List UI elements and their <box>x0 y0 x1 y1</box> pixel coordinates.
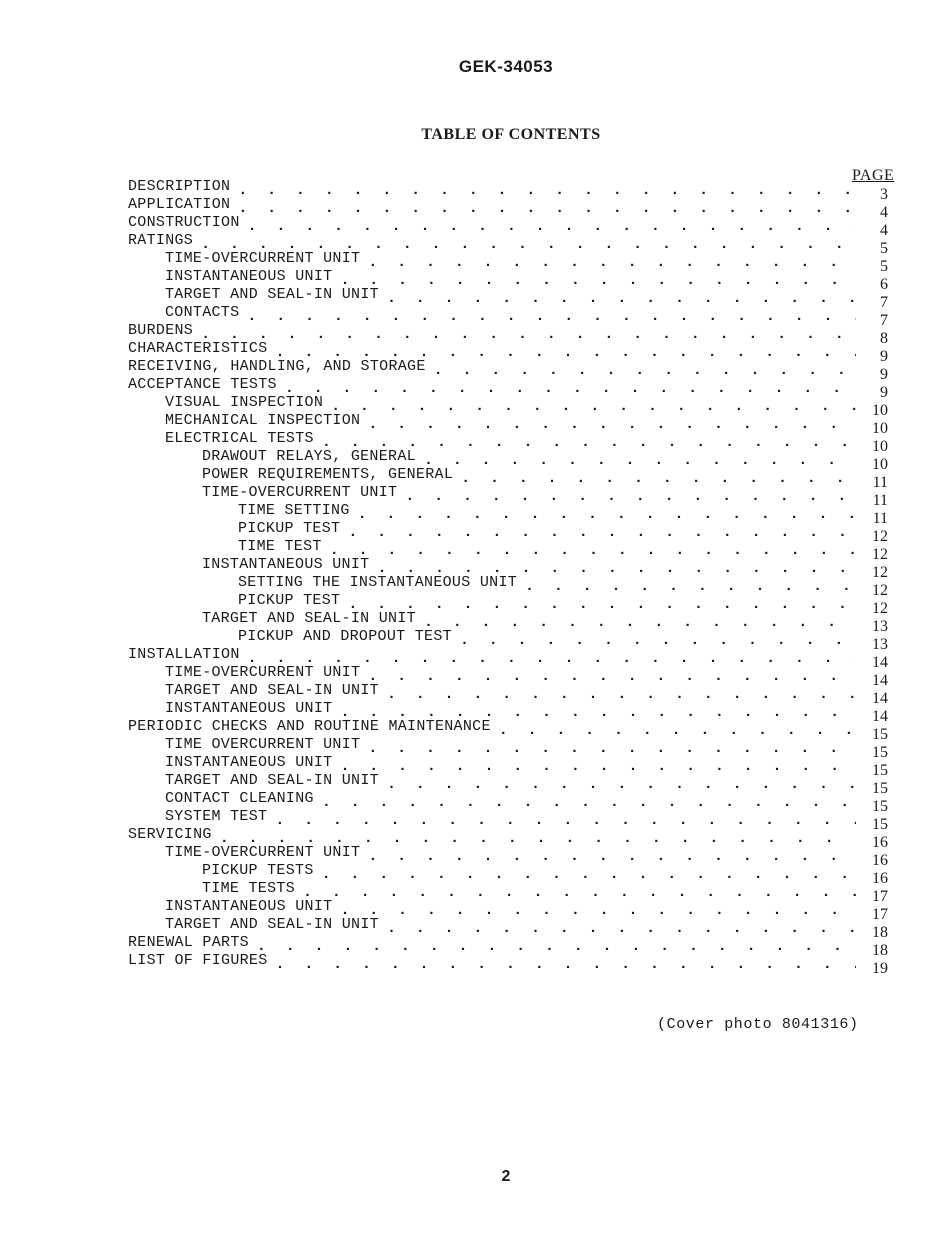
toc-entry-label: TIME-OVERCURRENT UNIT <box>165 250 361 267</box>
dot-leader <box>368 848 856 866</box>
toc-entry-label: TIME TESTS <box>202 880 296 897</box>
toc-entry-label: VISUAL INSPECTION <box>165 394 324 411</box>
toc-entry-label: ACCEPTANCE TESTS <box>128 376 277 393</box>
toc-entry-label: TARGET AND SEAL-IN UNIT <box>202 610 416 627</box>
dot-leader <box>460 632 856 650</box>
toc-entry-page: 6 <box>880 276 888 293</box>
toc-entry-page: 14 <box>872 672 888 689</box>
page-title: TABLE OF CONTENTS <box>421 126 601 143</box>
toc-entry-label: TIME-OVERCURRENT UNIT <box>165 844 361 861</box>
dot-leader <box>331 398 856 416</box>
toc-entry-page: 8 <box>880 330 888 347</box>
dot-leader <box>248 650 856 668</box>
page-number: 2 <box>501 1168 511 1185</box>
toc-entry-label: TIME TEST <box>238 538 322 555</box>
toc-entry-page: 13 <box>872 636 888 653</box>
dot-leader <box>220 830 856 848</box>
toc-entry-page: 11 <box>872 474 888 491</box>
toc-entry-page: 10 <box>872 420 888 437</box>
toc-entry-label: TIME OVERCURRENT UNIT <box>165 736 361 753</box>
toc-entry-page: 17 <box>872 888 888 905</box>
dot-leader <box>275 812 856 830</box>
dot-leader <box>303 884 856 902</box>
toc-entry <box>128 177 888 203</box>
dot-leader <box>238 182 856 200</box>
toc-entry-label: BURDENS <box>128 322 194 339</box>
toc-entry-page: 18 <box>872 924 888 941</box>
toc-entry-label: LIST OF FIGURES <box>128 952 268 969</box>
dot-leader <box>387 776 856 794</box>
toc-entry-label: CONSTRUCTION <box>128 214 240 231</box>
dot-leader <box>340 704 856 722</box>
dot-leader <box>238 200 856 218</box>
dot-leader <box>348 524 856 542</box>
dot-leader <box>377 560 856 578</box>
toc-entry-page: 7 <box>880 312 888 329</box>
toc-entry-label: CONTACT CLEANING <box>165 790 314 807</box>
toc-entry-label: INSTALLATION <box>128 646 240 663</box>
dot-leader <box>248 218 856 236</box>
toc-entry-label: PERIODIC CHECKS AND ROUTINE MAINTENANCE <box>128 718 491 735</box>
toc-entry-page: 4 <box>880 204 888 221</box>
toc-entry-label: CONTACTS <box>165 304 240 321</box>
dot-leader <box>368 668 856 686</box>
dot-leader <box>330 542 856 560</box>
toc-entry-page: 14 <box>872 708 888 725</box>
toc-entry-label: PICKUP TEST <box>238 592 341 609</box>
toc-entry-label: POWER REQUIREMENTS, GENERAL <box>202 466 454 483</box>
toc-entry-page: 12 <box>872 546 888 563</box>
toc-entry-page: 15 <box>872 798 888 815</box>
dot-leader <box>387 290 856 308</box>
dot-leader <box>405 488 856 506</box>
dot-leader <box>257 938 856 956</box>
dot-leader <box>285 380 856 398</box>
dot-leader <box>247 308 856 326</box>
toc-entry-label: PICKUP AND DROPOUT TEST <box>238 628 452 645</box>
toc-entry-page: 3 <box>880 186 888 203</box>
toc-entry-label: SERVICING <box>128 826 212 843</box>
dot-leader <box>276 956 856 974</box>
dot-leader <box>348 596 856 614</box>
toc-entry-page: 17 <box>872 906 888 923</box>
dot-leader <box>201 326 856 344</box>
toc-entry-label: SYSTEM TEST <box>165 808 268 825</box>
toc-entry-page: 15 <box>872 762 888 779</box>
toc-entry-label: TARGET AND SEAL-IN UNIT <box>165 682 379 699</box>
toc-entry-page: 16 <box>872 834 888 851</box>
dot-leader <box>340 272 856 290</box>
toc-entry-label: APPLICATION <box>128 196 231 213</box>
toc-entry-page: 10 <box>872 402 888 419</box>
toc-entry-page: 10 <box>872 456 888 473</box>
toc-entry-label: TARGET AND SEAL-IN UNIT <box>165 916 379 933</box>
toc-entry-label: TIME SETTING <box>238 502 350 519</box>
toc-entry-label: TARGET AND SEAL-IN UNIT <box>165 286 379 303</box>
toc-entry-page: 4 <box>880 222 888 239</box>
table-of-contents <box>128 177 888 977</box>
toc-entry-label: CHARACTERISTICS <box>128 340 268 357</box>
dot-leader <box>525 578 856 596</box>
toc-entry-page: 15 <box>872 780 888 797</box>
toc-entry-label: RATINGS <box>128 232 194 249</box>
toc-entry-page: 9 <box>880 384 888 401</box>
dot-leader <box>201 236 856 254</box>
toc-entry-page: 5 <box>880 258 888 275</box>
dot-leader <box>358 506 856 524</box>
toc-entry-label: SETTING THE INSTANTANEOUS UNIT <box>238 574 518 591</box>
toc-entry-label: PICKUP TEST <box>238 520 341 537</box>
toc-entry-page: 12 <box>872 582 888 599</box>
toc-entry-label: DRAWOUT RELAYS, GENERAL <box>202 448 416 465</box>
dot-leader <box>276 344 856 362</box>
toc-entry-page: 18 <box>872 942 888 959</box>
dot-leader <box>322 794 856 812</box>
dot-leader <box>387 920 856 938</box>
toc-entry-label: TIME-OVERCURRENT UNIT <box>202 484 398 501</box>
dot-leader <box>340 902 856 920</box>
toc-entry-page: 14 <box>872 690 888 707</box>
toc-entry-label: INSTANTANEOUS UNIT <box>165 268 333 285</box>
toc-entry-page: 12 <box>872 600 888 617</box>
toc-entry-label: INSTANTANEOUS UNIT <box>165 754 333 771</box>
toc-entry-page: 9 <box>880 366 888 383</box>
page-column-header: PAGE <box>852 167 895 184</box>
toc-entry-label: TARGET AND SEAL-IN UNIT <box>165 772 379 789</box>
dot-leader <box>368 254 856 272</box>
dot-leader <box>434 362 856 380</box>
toc-entry-page: 14 <box>872 654 888 671</box>
toc-entry-label: ELECTRICAL TESTS <box>165 430 314 447</box>
toc-entry-label: INSTANTANEOUS UNIT <box>165 898 333 915</box>
toc-entry-page: 13 <box>872 618 888 635</box>
toc-entry-label: INSTANTANEOUS UNIT <box>165 700 333 717</box>
cover-photo-caption: (Cover photo 8041316) <box>657 1016 859 1033</box>
toc-entry-page: 19 <box>872 960 888 977</box>
toc-entry-page: 7 <box>880 294 888 311</box>
dot-leader <box>499 722 856 740</box>
toc-entry-label: TIME-OVERCURRENT UNIT <box>165 664 361 681</box>
dot-leader <box>368 740 856 758</box>
toc-entry-page: 10 <box>872 438 888 455</box>
toc-entry-page: 11 <box>872 510 888 527</box>
toc-entry-page: 16 <box>872 852 888 869</box>
toc-entry-page: 15 <box>872 816 888 833</box>
toc-entry-page: 15 <box>872 726 888 743</box>
toc-entry-page: 9 <box>880 348 888 365</box>
dot-leader <box>461 470 856 488</box>
toc-entry-label: PICKUP TESTS <box>202 862 314 879</box>
dot-leader <box>387 686 856 704</box>
toc-entry-label: RECEIVING, HANDLING, AND STORAGE <box>128 358 426 375</box>
toc-entry-label: MECHANICAL INSPECTION <box>165 412 361 429</box>
toc-entry-page: 16 <box>872 870 888 887</box>
dot-leader <box>368 416 856 434</box>
toc-entry-page: 12 <box>872 528 888 545</box>
dot-leader <box>322 434 856 452</box>
toc-entry-page: 12 <box>872 564 888 581</box>
dot-leader <box>322 866 856 884</box>
toc-entry-label: INSTANTANEOUS UNIT <box>202 556 370 573</box>
toc-entry-page: 11 <box>872 492 888 509</box>
dot-leader <box>340 758 856 776</box>
dot-leader <box>424 614 856 632</box>
toc-entry-label: RENEWAL PARTS <box>128 934 249 951</box>
toc-entry-page: 15 <box>872 744 888 761</box>
document-number: GEK-34053 <box>458 57 554 76</box>
toc-entry-label: DESCRIPTION <box>128 178 231 195</box>
toc-entry-page: 5 <box>880 240 888 257</box>
dot-leader <box>424 452 856 470</box>
